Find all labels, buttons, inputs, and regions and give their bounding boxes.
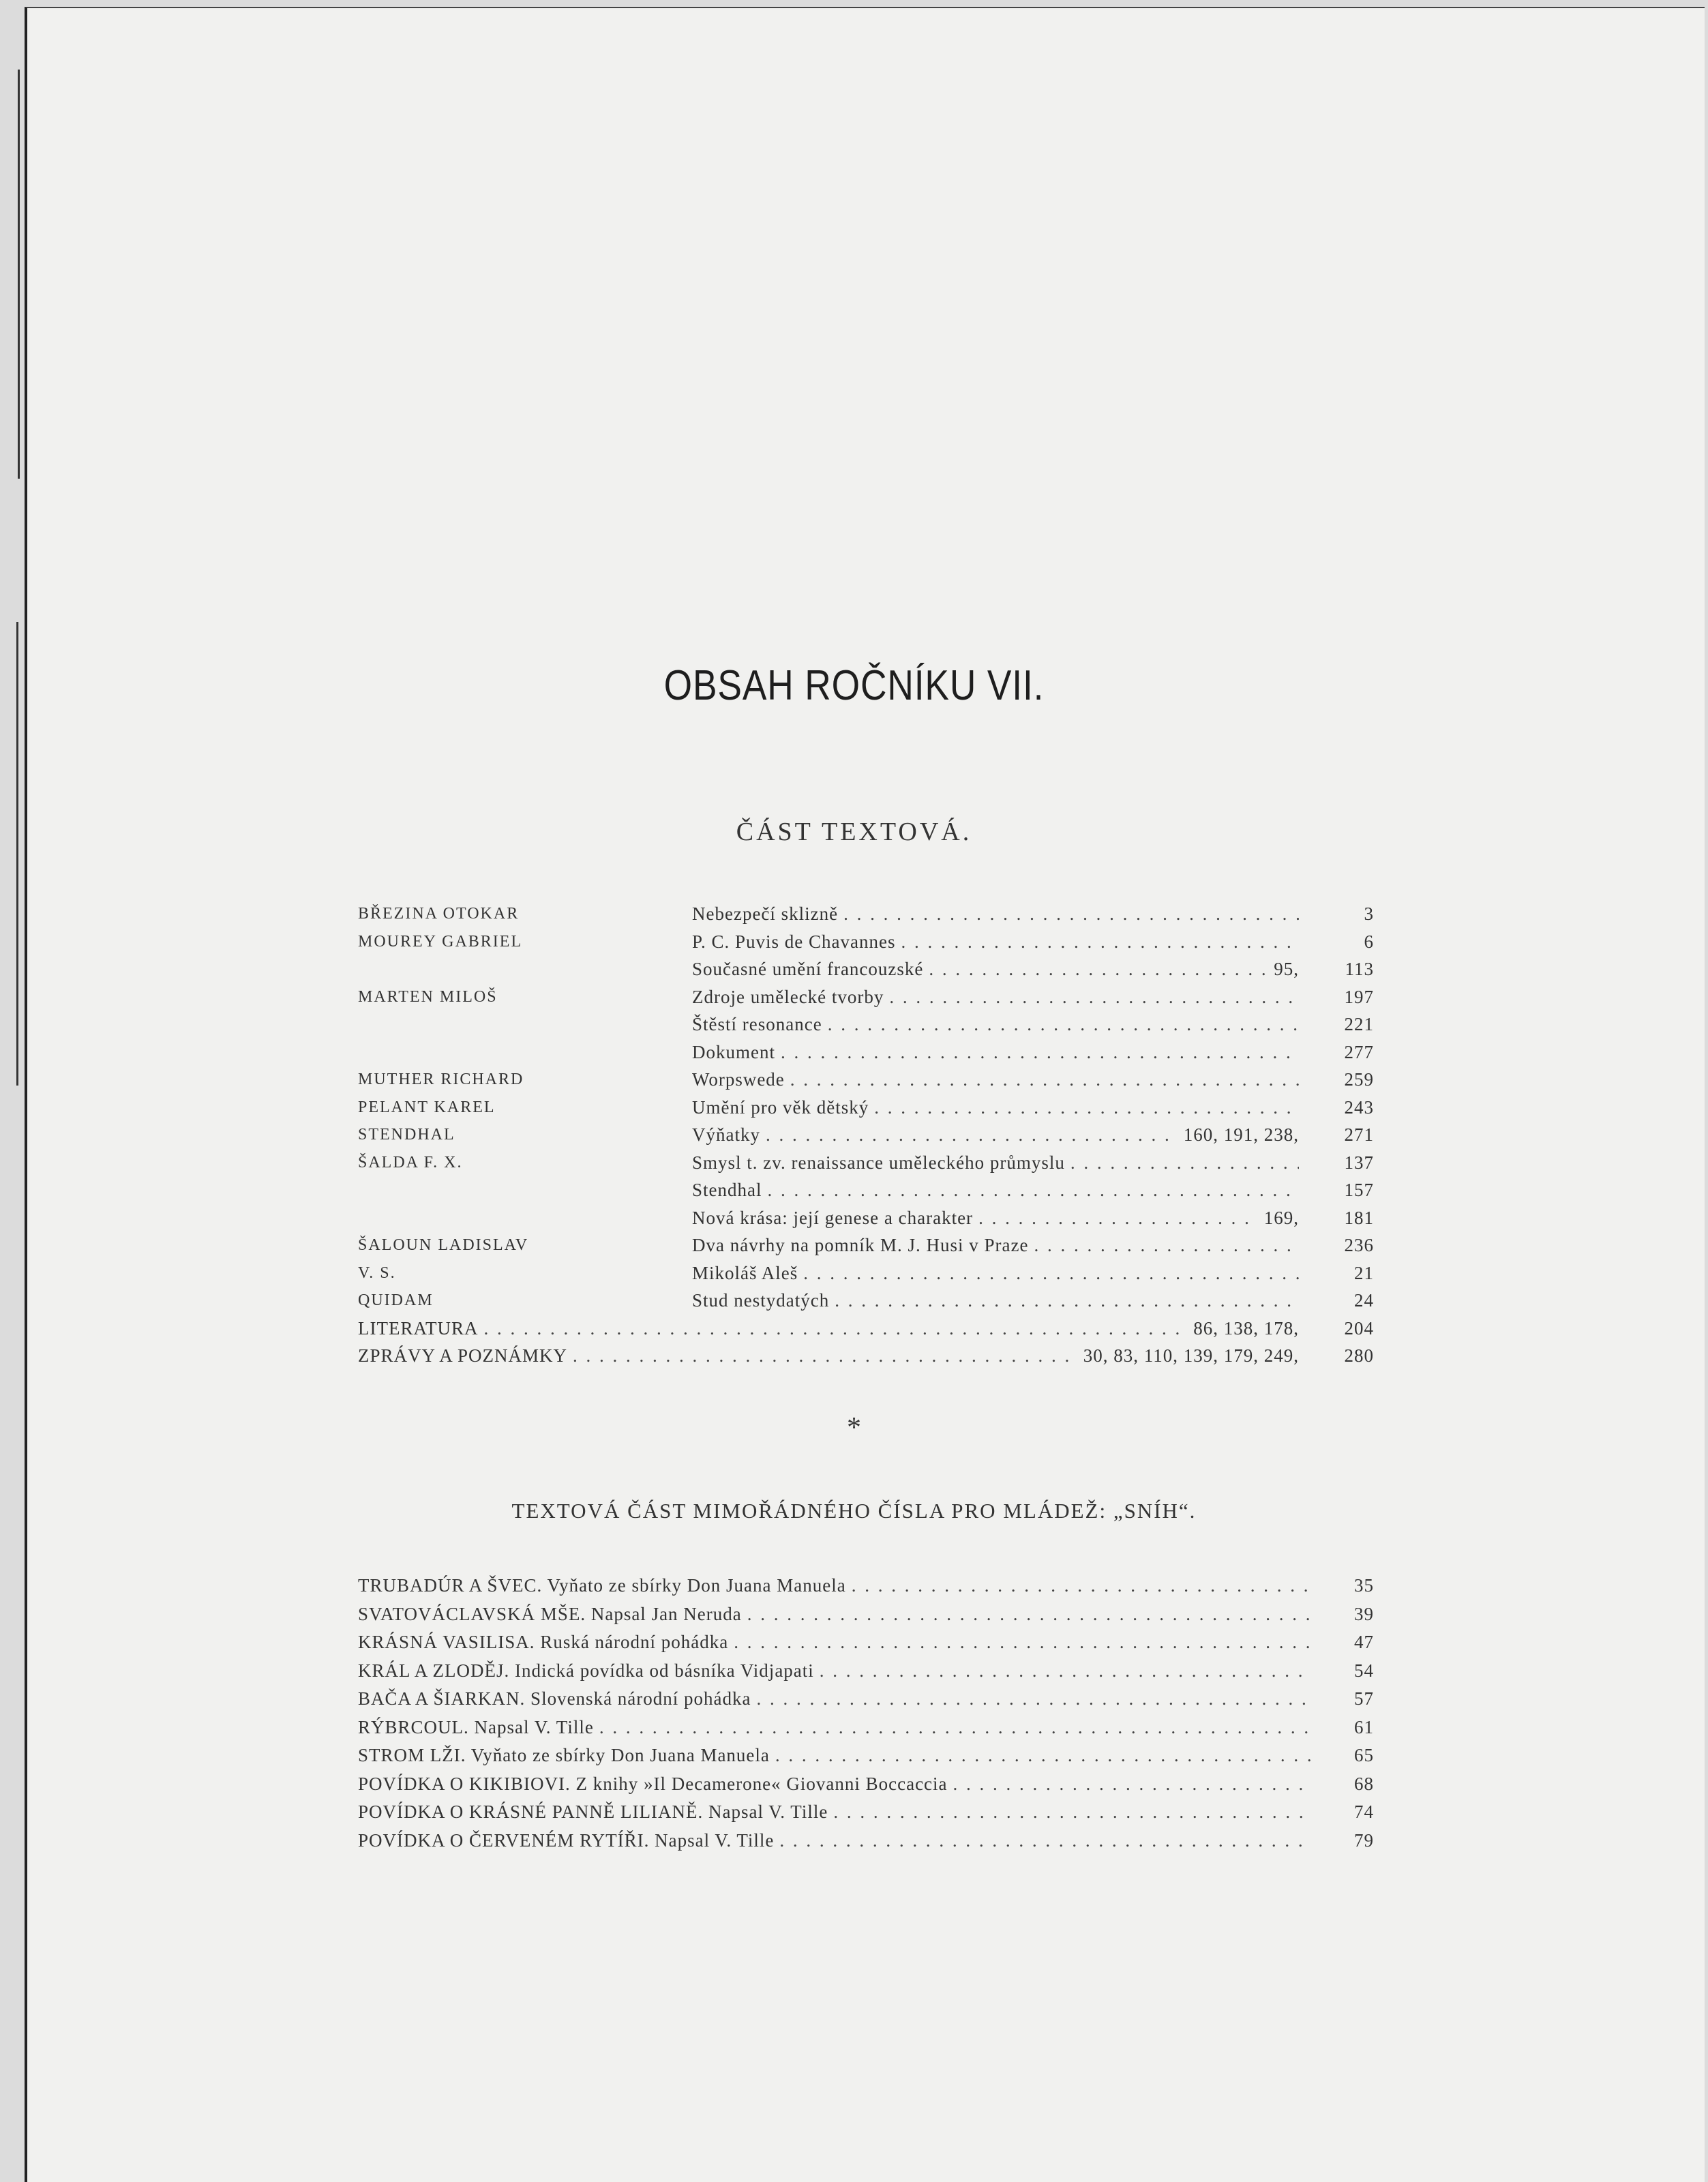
toc-entry-line [692,900,1299,928]
toc-entry-line [692,1287,1299,1315]
toc-entry-title: Stud nestydatých [692,1290,830,1311]
toc-entry [358,1176,1374,1204]
toc-entry [358,1315,1374,1343]
toc-dot-leader [775,1742,1313,1770]
toc-author: PELANT KAREL [358,1098,496,1116]
toc-author: ŠALDA F. X. [358,1153,463,1171]
toc-entry-line [358,1572,1313,1600]
toc-entry-line [358,1315,1299,1343]
toc-entry [358,1287,1374,1315]
toc-entry-line [358,1770,1313,1799]
toc-author: MOUREY GABRIEL [358,932,523,951]
toc-entry-title: Mikoláš Aleš [692,1262,798,1283]
toc-entry-line [358,1342,1299,1370]
toc-entry-last-page: 277 [1344,1041,1374,1062]
toc-entry-title: LITERATURA [358,1317,479,1339]
toc-entry-last-page: 21 [1354,1262,1374,1283]
toc-entry [358,983,1374,1011]
toc-entry-last-page: 39 [1354,1603,1374,1624]
toc-entry-line [358,1657,1313,1686]
toc-author: V. S. [358,1264,396,1282]
section-title-text-part: ČÁST TEXTOVÁ. [736,818,972,846]
toc-entry [358,1038,1374,1066]
toc-entry-line [692,955,1299,983]
toc-entry [358,1714,1374,1742]
toc-entry-last-page: 65 [1354,1745,1374,1765]
toc-entry [358,1011,1374,1038]
toc-entry [358,1798,1374,1827]
toc-dot-leader [747,1600,1313,1629]
toc-entry-title: BAČA A ŠIARKAN. Slovenská národní pohádka [358,1688,751,1709]
toc-entry [358,1094,1374,1122]
toc-entry-line [358,1600,1313,1629]
toc-entry [358,1770,1374,1799]
toc-entry-title: Worpswede [692,1069,785,1090]
toc-entry-last-page: 35 [1354,1575,1374,1596]
toc-entry-line [692,1176,1299,1204]
toc-entry-title: Nová krása: její genese a charakter [692,1207,974,1228]
section-separator: * [847,1412,861,1444]
toc-dot-leader [1034,1231,1299,1259]
toc-entry [358,928,1374,956]
toc-entry-last-page: 57 [1354,1688,1374,1709]
toc-entry-pages: 169, [1263,1207,1299,1228]
toc-dot-leader [978,1204,1259,1232]
toc-entry [358,1149,1374,1177]
toc-entry-title: Dva návrhy na pomník M. J. Husi v Praze [692,1235,1029,1255]
toc-entry-last-page: 47 [1354,1632,1374,1652]
toc-entry-line [358,1628,1313,1657]
toc-entry-line [692,1066,1299,1094]
toc-entry-last-page: 54 [1354,1660,1374,1681]
binding-edge-mark [18,70,20,479]
toc-entry-pages: 95, [1274,959,1299,979]
toc-author: MARTEN MILOŠ [358,987,498,1006]
toc-entry-last-page: 137 [1344,1152,1374,1173]
toc-entry-title: KRÁSNÁ VASILISA. Ruská národní pohádka [358,1632,729,1652]
toc-entry [358,1657,1374,1686]
toc-entry-title: Výňatky [692,1124,760,1145]
toc-entry [358,1231,1374,1259]
toc-dot-leader [790,1066,1299,1094]
toc-entry-last-page: 3 [1364,903,1374,924]
toc-entry-last-page: 197 [1344,986,1374,1007]
toc-dot-leader [573,1342,1078,1370]
page-title: OBSAH ROČNÍKU VII. [663,662,1045,709]
toc-dot-leader [757,1685,1313,1714]
toc-entry-title: POVÍDKA O ČERVENÉM RYTÍŘI. Napsal V. Tille [358,1829,775,1851]
toc-entry-title: P. C. Puvis de Chavannes [692,931,896,952]
toc-entry-line [358,1742,1313,1770]
toc-author: BŘEZINA OTOKAR [358,905,520,923]
toc-entry-last-page: 113 [1345,959,1374,979]
toc-entry-title: Nebezpečí sklizně [692,903,839,924]
toc-entry [358,900,1374,928]
toc-entry-last-page: 243 [1344,1096,1374,1118]
toc-dot-leader [843,900,1299,928]
toc-entry-line [692,1038,1299,1066]
toc-dot-leader [820,1657,1313,1686]
toc-entry-line [358,1798,1313,1827]
toc-entry [358,1827,1374,1855]
toc-entry [358,1342,1374,1370]
toc-section-youth-issue [358,1572,1374,1855]
toc-entry-line [692,1231,1299,1259]
toc-dot-leader [768,1176,1300,1204]
toc-entry-line [692,1011,1299,1038]
toc-entry [358,1685,1374,1714]
toc-entry-last-page: 271 [1344,1124,1374,1145]
toc-dot-leader [803,1259,1299,1287]
toc-entry-last-page: 74 [1354,1802,1374,1822]
binding-edge-mark [16,622,18,1086]
toc-dot-leader [828,1011,1299,1038]
toc-dot-leader [779,1827,1313,1855]
toc-entry-line [692,1259,1299,1287]
toc-dot-leader [1070,1149,1299,1177]
toc-entry-title: Štěstí resonance [692,1014,822,1034]
toc-dot-leader [889,983,1299,1011]
toc-entry-line [692,983,1299,1011]
toc-entry [358,1259,1374,1287]
toc-entry-line [358,1685,1313,1714]
toc-dot-leader [835,1287,1299,1315]
toc-entry-last-page: 181 [1344,1207,1374,1228]
toc-entry-last-page: 221 [1344,1014,1374,1034]
toc-entry-title: RÝBRCOUL. Napsal V. Tille [358,1716,594,1737]
toc-entry-title: STROM LŽI. Vyňato ze sbírky Don Juana Manuela [358,1745,770,1765]
toc-author: QUIDAM [358,1291,434,1309]
toc-entry-pages: 30, 83, 110, 139, 179, 249, [1083,1345,1299,1366]
toc-dot-leader [852,1572,1313,1600]
toc-entry-last-page: 68 [1354,1773,1374,1794]
toc-entry-title: Zdroje umělecké tvorby [692,986,884,1007]
toc-dot-leader [929,955,1268,983]
toc-entry-title: ZPRÁVY A POZNÁMKY [358,1345,568,1366]
toc-entry-line [692,1094,1299,1122]
toc-dot-leader [599,1714,1313,1742]
toc-author: ŠALOUN LADISLAV [358,1236,529,1254]
toc-entry-line [692,1149,1299,1177]
toc-entry-line [358,1714,1313,1742]
toc-entry [358,1572,1374,1600]
toc-entry-last-page: 24 [1354,1290,1374,1311]
toc-author: MUTHER RICHARD [358,1071,524,1088]
toc-entry-last-page: 79 [1354,1829,1374,1851]
toc-entry [358,1204,1374,1232]
toc-entry [358,1742,1374,1770]
toc-entry-last-page: 280 [1344,1345,1374,1366]
toc-entry-title: KRÁL A ZLODĚJ. Indická povídka od básníka Vidjapati [358,1660,814,1681]
toc-dot-leader [901,928,1299,956]
toc-entry-pages: 160, 191, 238, [1183,1124,1299,1145]
toc-entry-last-page: 61 [1354,1716,1374,1737]
toc-entry-pages: 86, 138, 178, [1193,1317,1299,1339]
toc-dot-leader [766,1121,1178,1149]
toc-dot-leader [833,1798,1313,1827]
toc-entry-last-page: 259 [1344,1069,1374,1090]
toc-entry-last-page: 157 [1344,1180,1374,1200]
toc-entry-last-page: 6 [1364,931,1374,952]
toc-section-text-part [358,900,1374,1370]
toc-entry [358,1121,1374,1149]
toc-entry-title: SVATOVÁCLAVSKÁ MŠE. Napsal Jan Neruda [358,1603,742,1624]
toc-entry [358,1600,1374,1629]
toc-entry-title: TRUBADÚR A ŠVEC. Vyňato ze sbírky Don Juana Manuela [358,1575,846,1596]
toc-entry [358,1066,1374,1094]
toc-dot-leader [483,1315,1188,1343]
toc-entry-line [692,1204,1299,1232]
toc-dot-leader [874,1094,1299,1122]
toc-dot-leader [953,1770,1313,1799]
toc-entry-title: Dokument [692,1041,775,1062]
toc-entry-title: POVÍDKA O KRÁSNÉ PANNĚ LILIANĚ. Napsal V. Tille [358,1802,828,1822]
toc-dot-leader [781,1038,1299,1066]
toc-author: STENDHAL [358,1126,455,1144]
toc-entry [358,955,1374,983]
toc-entry-title: Stendhal [692,1180,762,1200]
toc-entry-last-page: 204 [1344,1317,1374,1339]
toc-entry-line [692,928,1299,956]
toc-entry-last-page: 236 [1344,1235,1374,1255]
toc-entry-line [358,1827,1313,1855]
toc-entry [358,1628,1374,1657]
toc-entry-title: Současné umění francouzské [692,959,924,979]
toc-entry-line [692,1121,1299,1149]
toc-entry-title: POVÍDKA O KIKIBIOVI. Z knihy »Il Decamerone« Giovanni Boccaccia [358,1773,948,1794]
toc-entry-title: Smysl t. zv. renaissance uměleckého průmyslu [692,1152,1065,1173]
section-title-youth-issue: TEXTOVÁ ČÁST MIMOŘÁDNÉHO ČÍSLA PRO MLÁDEŽ: „SNÍH“. [511,1499,1197,1523]
toc-dot-leader [734,1628,1313,1657]
toc-entry-title: Umění pro věk dětský [692,1096,869,1118]
